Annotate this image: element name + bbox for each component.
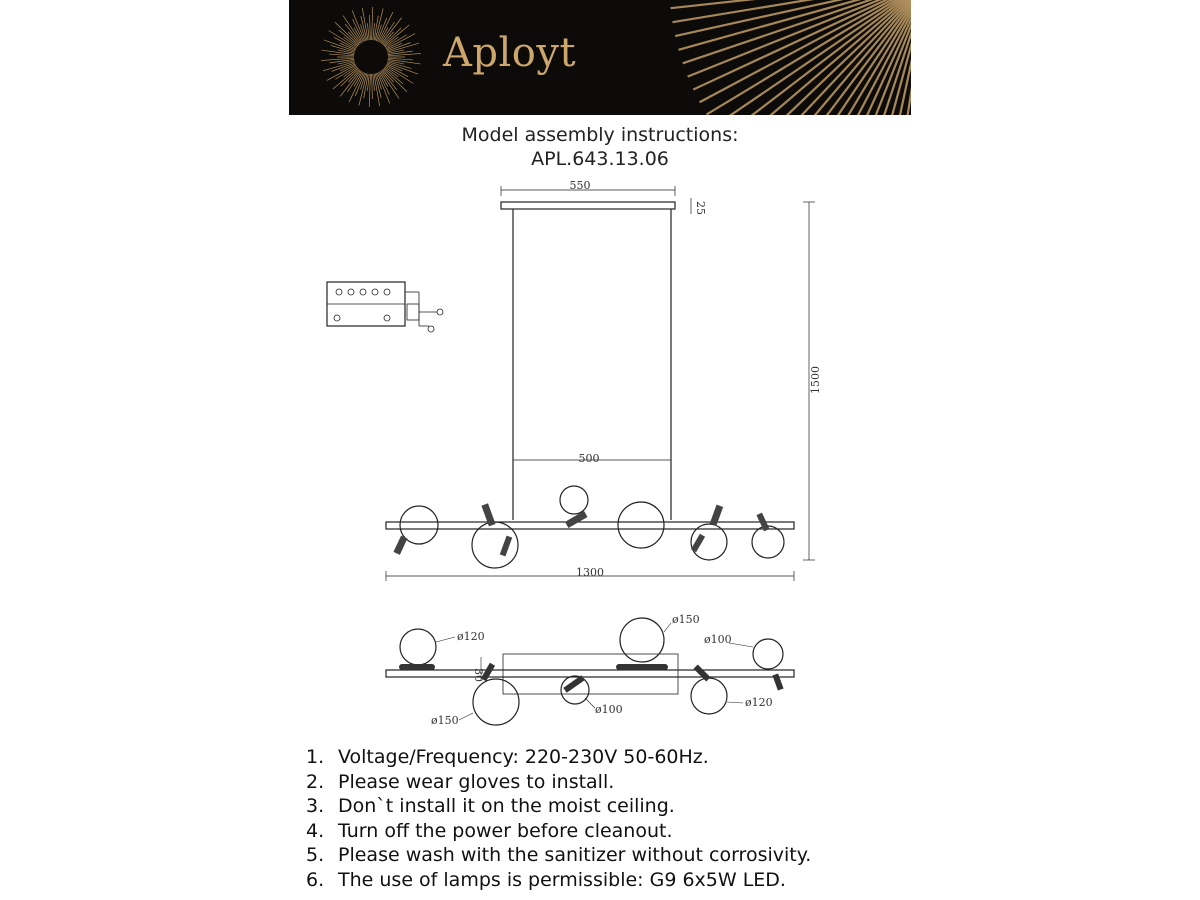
- instruction-item: 6. The use of lamps is permissible: G9 6x5W LED.: [306, 868, 786, 891]
- model-number: APL.643.13.06: [531, 148, 669, 170]
- canopy-height-label: 25: [694, 201, 707, 215]
- header-decoration: [289, 0, 911, 115]
- globe-front-6: [752, 526, 784, 558]
- globe-top-4: [473, 679, 519, 725]
- globe-top-3: [753, 639, 783, 669]
- main-bar-front: [386, 522, 794, 529]
- shade-label-bottom-left: ø150: [431, 714, 459, 727]
- globe-top-6: [691, 678, 727, 714]
- document-title: [289, 123, 911, 171]
- globe-front-4: [618, 502, 664, 548]
- globe-front-3: [560, 486, 588, 514]
- globe-top-2: [620, 618, 664, 662]
- instruction-item: 4. Turn off the power before cleanout.: [306, 819, 673, 842]
- instruction-item: 5. Please wash with the sanitizer without corrosivity.: [306, 844, 812, 866]
- spacing-label: 500: [578, 452, 600, 465]
- ceiling-canopy: [501, 202, 675, 209]
- brand-header: [289, 0, 911, 115]
- canopy-width-label: 550: [569, 180, 591, 192]
- corner-rays-decoration: [669, 0, 911, 115]
- total-height-label: 1500: [809, 366, 822, 394]
- shade-label-top-right: ø100: [704, 633, 732, 646]
- bar-height-label: 30: [472, 668, 485, 682]
- shade-label-top-center: ø150: [672, 613, 700, 626]
- globe-top-1: [400, 629, 436, 665]
- instruction-item: 2. Please wear gloves to install.: [306, 770, 615, 793]
- shade-label-bottom-right: ø120: [745, 696, 773, 709]
- instruction-list: [306, 745, 811, 892]
- technical-drawing: [289, 180, 911, 740]
- brand-name: Aployt: [443, 30, 577, 76]
- sunburst-icon: [321, 7, 421, 107]
- shade-label-bottom-center: ø100: [595, 703, 623, 716]
- main-bar-top: [386, 670, 794, 677]
- shade-label-top-left: ø120: [457, 630, 485, 643]
- title-line-1: Model assembly instructions:: [461, 124, 739, 146]
- total-length-label: 1300: [576, 566, 604, 579]
- instruction-item: 1. Voltage/Frequency: 220-230V 50-60Hz.: [306, 746, 709, 768]
- instruction-item: 3. Don`t install it on the moist ceiling.: [306, 795, 675, 817]
